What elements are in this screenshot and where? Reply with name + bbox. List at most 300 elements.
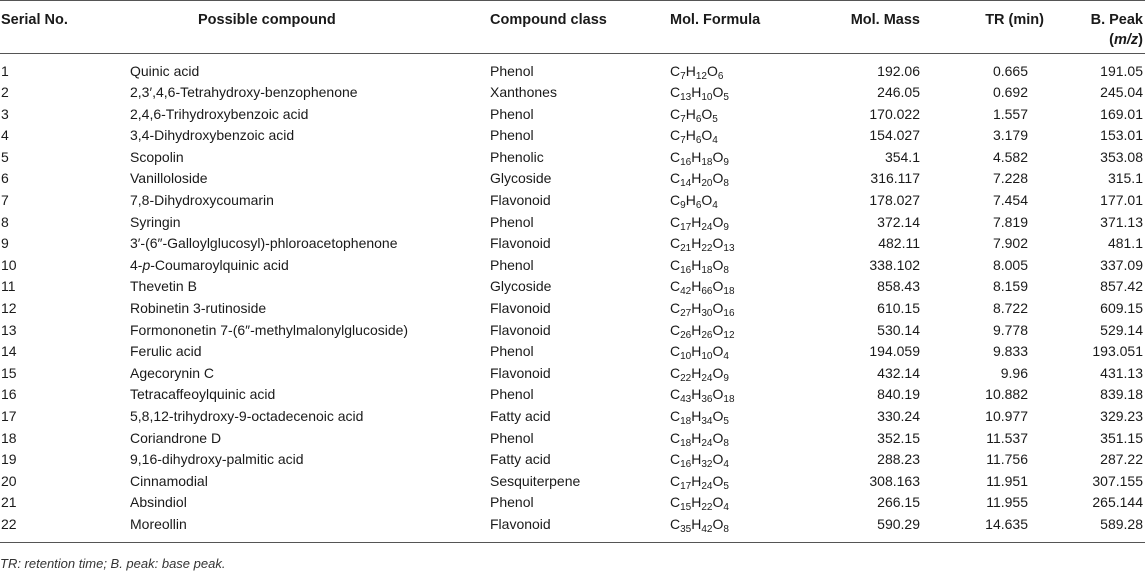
formula-count: 13	[723, 243, 735, 255]
formula-count: 18	[680, 437, 692, 449]
cell-tr	[930, 320, 1050, 342]
formula-element: C	[670, 191, 681, 208]
mass-value: 482.11	[878, 235, 920, 252]
formula-count: 18	[723, 286, 735, 298]
cell-peak: 481.1	[1107, 235, 1143, 252]
cell-serial: 6	[1, 170, 9, 187]
cell-serial: 11	[1, 278, 16, 295]
compound-name	[118, 257, 289, 273]
table-row	[0, 147, 1145, 169]
formula-count: 43	[680, 394, 692, 406]
cell-tr	[930, 471, 1050, 493]
table-row	[0, 471, 1145, 493]
header-compound: Possible compound	[118, 1, 490, 54]
formula-count: 22	[701, 243, 713, 255]
cell-serial: 5	[1, 148, 9, 165]
cell-serial: 16	[1, 386, 17, 403]
tr-value: 7.228	[992, 170, 1028, 187]
formula-count: 12	[695, 71, 707, 82]
table-row	[0, 82, 1145, 104]
cell-peak: 191.05	[1100, 63, 1143, 79]
cell-peak: 245.04	[1100, 84, 1143, 100]
cell-class: Phenol	[490, 494, 534, 511]
formula-count: 18	[701, 156, 713, 168]
formula-element: C	[670, 105, 681, 122]
formula-count: 7	[680, 113, 686, 125]
formula-count: 16	[723, 307, 735, 319]
cell-serial: 10	[1, 256, 17, 273]
header-mass: Mol. Mass	[800, 1, 930, 54]
tr-value: 0.665	[992, 63, 1028, 79]
cell-tr	[930, 298, 1050, 320]
formula-element: H	[691, 321, 702, 338]
mass-value: 432.14	[877, 364, 920, 381]
cell-peak: 529.14	[1100, 321, 1143, 338]
cell-tr	[930, 406, 1050, 428]
formula-count: 24	[701, 221, 713, 233]
formula-element: O	[712, 299, 724, 316]
compound-name: 7,8-Dihydroxycoumarin	[130, 191, 274, 208]
formula-count: 27	[680, 307, 692, 319]
tr-value: 11.955	[986, 494, 1028, 511]
table-row	[0, 212, 1145, 234]
cell-class: Phenolic	[490, 148, 544, 165]
cell-tr	[930, 147, 1050, 169]
header-serial: Serial No.	[0, 1, 118, 54]
cell-compound	[118, 298, 490, 320]
mass-value: 192.06	[877, 63, 920, 79]
formula-count: 16	[680, 156, 692, 168]
tr-value: 0.692	[992, 84, 1028, 100]
compound-name: Cinnamodial	[130, 472, 208, 489]
cell-compound	[118, 82, 490, 104]
cell-serial: 21	[1, 494, 17, 511]
cell-class: Xanthones	[490, 84, 557, 100]
cell-tr	[930, 212, 1050, 234]
cell-compound	[118, 276, 490, 298]
cell-tr	[930, 384, 1050, 406]
cell-formula	[670, 320, 800, 342]
cell-peak: 857.42	[1100, 278, 1143, 295]
compound-name: 5,8,12-trihydroxy-9-octadecenoic acid	[130, 407, 364, 424]
compound-name: Scopolin	[130, 148, 184, 165]
table-row	[0, 104, 1145, 126]
header-class: Compound class	[490, 1, 670, 54]
cell-mass	[800, 514, 930, 543]
formula-count: 6	[717, 71, 724, 82]
mass-value: 330.24	[877, 407, 920, 424]
cell-serial: 3	[1, 105, 9, 122]
cell-peak: 169.01	[1100, 105, 1143, 122]
table-row	[0, 233, 1145, 255]
formula-element: C	[670, 278, 681, 295]
formula-count: 4	[723, 502, 729, 514]
table-row	[0, 168, 1145, 190]
mass-value: 154.027	[869, 127, 920, 144]
formula-count: 35	[680, 523, 692, 535]
formula-element: O	[712, 321, 724, 338]
formula-element: O	[712, 494, 724, 511]
formula-count: 5	[723, 480, 729, 492]
cell-compound	[118, 54, 490, 83]
formula-count: 22	[701, 502, 713, 514]
formula-count: 7	[680, 135, 686, 147]
formula-count: 30	[701, 307, 713, 319]
compound-name: Vanilloloside	[130, 170, 208, 187]
cell-peak: 329.23	[1100, 407, 1143, 424]
formula-element: C	[670, 63, 681, 79]
mass-value: 610.15	[877, 299, 920, 316]
cell-serial: 17	[1, 407, 17, 424]
cell-class: Phenol	[490, 343, 534, 360]
formula-element: C	[670, 170, 681, 187]
cell-class: Flavonoid	[490, 299, 551, 316]
formula-element: H	[691, 407, 702, 424]
formula-element: O	[712, 386, 724, 403]
cell-tr	[930, 276, 1050, 298]
cell-tr	[930, 168, 1050, 190]
formula-element: O	[701, 127, 713, 144]
cell-mass	[800, 492, 930, 514]
cell-formula	[670, 514, 800, 543]
cell-tr	[930, 428, 1050, 450]
formula-count: 6	[695, 113, 702, 125]
cell-serial: 13	[1, 321, 17, 338]
cell-class: Phenol	[490, 63, 534, 79]
tr-value: 7.819	[992, 213, 1028, 230]
table-row	[0, 406, 1145, 428]
formula-count: 8	[723, 178, 729, 190]
table-row	[0, 320, 1145, 342]
cell-peak: 265.144	[1092, 494, 1143, 511]
cell-peak: 193.051	[1092, 343, 1143, 360]
compound-name-part: p	[142, 256, 151, 273]
formula-element: O	[701, 105, 713, 122]
mass-value: 858.43	[877, 278, 920, 295]
formula-element: O	[712, 84, 724, 100]
formula-element: C	[670, 148, 681, 165]
table-row	[0, 125, 1145, 147]
cell-peak: 609.15	[1100, 299, 1143, 316]
cell-mass	[800, 428, 930, 450]
mass-value: 590.29	[877, 515, 920, 532]
formula-count: 26	[701, 329, 713, 341]
table-row	[0, 276, 1145, 298]
formula-count: 4	[723, 351, 729, 363]
cell-compound	[118, 190, 490, 212]
formula-element: C	[670, 407, 681, 424]
cell-class: Glycoside	[490, 170, 552, 187]
cell-mass	[800, 82, 930, 104]
formula-count: 66	[701, 286, 713, 298]
tr-value: 3.179	[992, 127, 1028, 144]
formula-count: 15	[680, 502, 692, 514]
cell-tr	[930, 255, 1050, 277]
formula-element: H	[691, 472, 702, 489]
cell-class: Phenol	[490, 386, 534, 403]
cell-mass	[800, 276, 930, 298]
table-row	[0, 255, 1145, 277]
header-peak-line2	[1109, 32, 1143, 48]
mass-value: 178.027	[869, 191, 920, 208]
formula-element: C	[670, 472, 681, 489]
cell-formula	[670, 298, 800, 320]
formula-element: C	[670, 364, 681, 381]
cell-mass	[800, 255, 930, 277]
cell-class: Flavonoid	[490, 235, 551, 252]
cell-mass	[800, 384, 930, 406]
tr-value: 8.722	[992, 299, 1028, 316]
formula-count: 12	[723, 329, 735, 341]
cell-tr	[930, 82, 1050, 104]
cell-serial: 7	[1, 191, 9, 208]
formula-element: H	[691, 429, 702, 446]
cell-formula	[670, 406, 800, 428]
formula-element: O	[712, 256, 724, 273]
mass-value: 354.1	[884, 148, 920, 165]
compound-name: Absindiol	[130, 494, 187, 511]
formula-count: 16	[680, 264, 692, 276]
formula-element: O	[712, 429, 724, 446]
header-formula: Mol. Formula	[670, 1, 800, 54]
table-row	[0, 492, 1145, 514]
mass-value: 194.059	[869, 343, 920, 360]
formula-element: C	[670, 386, 681, 403]
cell-formula	[670, 255, 800, 277]
formula-count: 7	[680, 71, 686, 82]
cell-tr	[930, 125, 1050, 147]
formula-count: 26	[680, 329, 692, 341]
formula-element: H	[685, 105, 696, 122]
formula-element: H	[691, 299, 702, 316]
cell-serial: 9	[1, 235, 9, 252]
cell-peak: 839.18	[1100, 386, 1143, 403]
compound-name: Moreollin	[130, 515, 187, 532]
table-row	[0, 298, 1145, 320]
cell-class: Phenol	[490, 127, 534, 144]
compound-name: 2,4,6-Trihydroxybenzoic acid	[130, 105, 309, 122]
table-body	[0, 54, 1145, 543]
tr-value: 11.756	[986, 451, 1028, 468]
formula-count: 18	[680, 415, 692, 427]
tr-value: 10.882	[985, 386, 1028, 403]
cell-serial: 22	[0, 514, 118, 543]
cell-compound	[118, 320, 490, 342]
header-row	[0, 1, 1145, 54]
formula-count: 17	[680, 221, 692, 233]
cell-mass	[800, 147, 930, 169]
formula-element: H	[685, 191, 696, 208]
formula-element: H	[691, 451, 702, 468]
formula-count: 9	[723, 221, 729, 233]
formula-element: H	[691, 84, 702, 100]
formula-element: C	[670, 494, 681, 511]
formula-count: 10	[701, 92, 713, 103]
cell-peak: 431.13	[1100, 364, 1143, 381]
formula-count: 36	[701, 394, 713, 406]
compound-name: 9,16-dihydroxy-palmitic acid	[130, 451, 304, 468]
formula-element: H	[691, 235, 702, 252]
formula-count: 20	[701, 178, 713, 190]
cell-class: Fatty acid	[490, 407, 551, 424]
cell-class: Phenol	[490, 105, 534, 122]
formula-element: H	[691, 364, 702, 381]
formula-element: H	[691, 278, 702, 295]
cell-serial: 2	[1, 84, 9, 100]
cell-mass	[800, 449, 930, 471]
cell-formula	[670, 125, 800, 147]
cell-compound	[118, 384, 490, 406]
formula-count: 5	[723, 415, 729, 427]
cell-class: Flavonoid	[490, 191, 551, 208]
compound-name: 3′-(6″-Galloylglucosyl)-phloroacetophenone	[130, 235, 398, 252]
table-row	[0, 363, 1145, 385]
formula-element: H	[685, 63, 696, 79]
mass-value: 530.14	[877, 321, 920, 338]
compound-name: Agecorynin C	[130, 364, 215, 381]
cell-tr	[930, 492, 1050, 514]
compound-name: Ferulic acid	[130, 343, 202, 360]
formula-count: 9	[723, 156, 729, 168]
cell-tr	[930, 190, 1050, 212]
cell-compound	[118, 255, 490, 277]
cell-formula	[670, 492, 800, 514]
cell-mass	[800, 363, 930, 385]
cell-serial: 8	[1, 213, 9, 230]
cell-class: Flavonoid	[490, 514, 670, 543]
cell-compound	[118, 428, 490, 450]
cell-compound	[118, 514, 490, 543]
formula-element: O	[712, 213, 724, 230]
tr-value: 9.778	[992, 321, 1028, 338]
header-tr: TR (min)	[930, 1, 1050, 54]
table-row	[0, 428, 1145, 450]
formula-count: 9	[680, 199, 686, 211]
cell-formula	[670, 276, 800, 298]
cell-compound	[118, 471, 490, 493]
compound-name: Tetracaffeoylquinic acid	[130, 386, 276, 403]
formula-element: C	[670, 451, 681, 468]
cell-formula	[670, 428, 800, 450]
formula-count: 8	[723, 523, 729, 535]
formula-count: 34	[701, 415, 713, 427]
tr-value: 4.582	[992, 148, 1028, 165]
cell-mass	[800, 54, 930, 83]
cell-serial: 18	[1, 429, 17, 446]
table-header	[0, 1, 1145, 54]
cell-formula	[670, 54, 800, 83]
formula-element: H	[685, 127, 696, 144]
formula-count: 42	[680, 286, 692, 298]
cell-mass	[800, 406, 930, 428]
formula-element: O	[712, 148, 724, 165]
compound-name: 2,3′,4,6-Tetrahydroxy-benzophenone	[130, 84, 358, 100]
formula-element: C	[670, 213, 681, 230]
table-row	[0, 54, 1145, 83]
formula-count: 18	[701, 264, 713, 276]
tr-value: 7.454	[992, 191, 1028, 208]
formula-element: H	[691, 386, 702, 403]
formula-count: 13	[680, 92, 692, 103]
cell-class: Phenol	[490, 429, 534, 446]
mass-value: 338.102	[869, 256, 920, 273]
formula-count: 5	[723, 92, 729, 103]
compound-name: Formononetin 7-(6″-methylmalonylglucoside)	[130, 321, 409, 338]
cell-formula	[670, 449, 800, 471]
tr-value: 8.005	[992, 256, 1028, 273]
cell-formula	[670, 233, 800, 255]
cell-mass	[800, 212, 930, 234]
cell-compound	[118, 212, 490, 234]
formula-element: H	[691, 515, 702, 532]
mass-value: 352.15	[877, 429, 920, 446]
formula-element: C	[670, 343, 681, 360]
cell-formula	[670, 212, 800, 234]
cell-class: Sesquiterpene	[490, 472, 581, 489]
cell-class: Flavonoid	[490, 364, 551, 381]
cell-formula	[670, 168, 800, 190]
formula-count: 24	[701, 480, 713, 492]
table-row	[0, 384, 1145, 406]
cell-serial: 12	[1, 299, 17, 316]
cell-peak: 371.13	[1100, 213, 1143, 230]
cell-mass	[800, 233, 930, 255]
cell-formula	[670, 384, 800, 406]
formula-element: O	[712, 451, 724, 468]
cell-class: Phenol	[490, 256, 534, 273]
cell-compound	[118, 363, 490, 385]
cell-formula	[670, 363, 800, 385]
cell-peak: 307.155	[1092, 472, 1143, 489]
formula-element: C	[670, 127, 681, 144]
cell-tr	[930, 449, 1050, 471]
formula-element: C	[670, 84, 681, 100]
formula-count: 4	[723, 459, 729, 471]
formula-element: O	[712, 472, 724, 489]
cell-serial: 20	[1, 472, 17, 489]
cell-compound	[118, 233, 490, 255]
cell-peak: 589.28	[1050, 514, 1145, 543]
formula-element: H	[691, 148, 702, 165]
cell-mass	[800, 104, 930, 126]
formula-count: 42	[701, 523, 713, 535]
formula-element: C	[670, 299, 681, 316]
compound-name: Coriandrone D	[130, 429, 222, 446]
formula-count: 17	[680, 480, 692, 492]
formula-count: 4	[712, 135, 718, 147]
formula-count: 10	[701, 351, 713, 363]
cell-compound	[118, 104, 490, 126]
compound-name-part: 4-	[130, 256, 143, 273]
tr-value: 11.951	[986, 472, 1028, 489]
mass-value: 266.15	[877, 494, 920, 511]
cell-class: Glycoside	[490, 278, 552, 295]
cell-mass	[800, 125, 930, 147]
compound-name: 3,4-Dihydroxybenzoic acid	[130, 127, 295, 144]
cell-compound	[118, 492, 490, 514]
cell-formula	[670, 190, 800, 212]
formula-count: 22	[680, 372, 692, 384]
formula-element: C	[670, 429, 681, 446]
tr-value: 8.159	[992, 278, 1028, 295]
formula-element: C	[670, 256, 681, 273]
formula-element: H	[691, 494, 702, 511]
cell-compound	[118, 168, 490, 190]
cell-compound	[118, 406, 490, 428]
cell-compound	[118, 125, 490, 147]
mass-value: 170.022	[869, 105, 920, 122]
cell-compound	[118, 449, 490, 471]
